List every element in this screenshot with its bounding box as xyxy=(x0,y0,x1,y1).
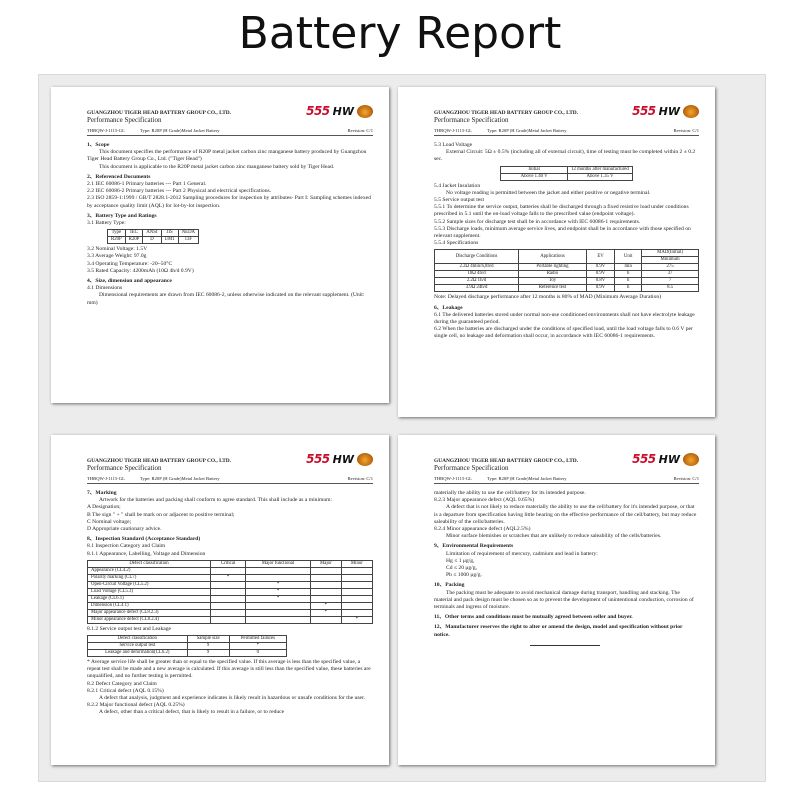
paragraph: A defect, other than a critical defect, that is likely to result in a failure, or to reduce xyxy=(99,709,285,716)
table-cell: Service output test xyxy=(88,643,188,650)
table-cell xyxy=(310,581,341,588)
table-cell: Dimension (CL4.1) xyxy=(88,602,211,609)
end-rule xyxy=(530,645,600,646)
paragraph: External Circuit: 5Ω ± 0.5% (including all of external circuit), time of testing must be completed within 2 ± 0.2 sec. xyxy=(434,149,696,163)
table-cell: NEDA xyxy=(178,230,198,237)
table-cell: 9 xyxy=(187,650,229,657)
spec-page-1 xyxy=(51,87,389,403)
table-cell xyxy=(211,567,246,574)
table-cell: Minimum xyxy=(642,257,699,264)
table-cell xyxy=(211,602,246,609)
logo-hw: HW xyxy=(658,452,680,466)
table-header-row xyxy=(88,560,373,567)
table-cell xyxy=(341,609,372,616)
table-cell: h xyxy=(615,285,642,292)
table-cell: * xyxy=(310,602,341,609)
table-cell xyxy=(211,609,246,616)
table-cell: Radio xyxy=(519,271,587,278)
paragraph: A defect that analysis, judgment and experience indicates is likely result in hazardous or unsafe conditions for the user. xyxy=(99,695,365,702)
spec-title: Performance Specification xyxy=(434,116,509,124)
table-cell: 2.2Ω 1h/d xyxy=(435,278,519,285)
table-note: * Average service life shall be greater than or equal to the specified value. If this average is less than the specified value, a repeat test shall be made and a new average is calculated. If this average is still less than the specified value, these batteries are unqualified, and no further testing is permitted. xyxy=(87,659,371,680)
table-cell xyxy=(310,595,341,602)
table-cell xyxy=(211,616,246,623)
logo-hw: HW xyxy=(332,104,354,118)
table-cell: 3.9Ω 24h/d xyxy=(435,285,519,292)
table-cell xyxy=(211,588,246,595)
table-cell: Initial xyxy=(501,166,568,173)
paragraph: Limitation of requirement of mercury, cadmium and lead in battery: xyxy=(446,550,598,557)
table-cell: * xyxy=(246,588,311,595)
table-row xyxy=(88,588,373,595)
paragraph: 5.5.3 Discharge loads, minimum average service lives, and endpoint shall be in accordance with those specified on relevant supplement. xyxy=(434,225,691,240)
table-cell: 0 xyxy=(229,650,287,657)
table-cell xyxy=(246,616,311,623)
table-cell: MAD(Initial) xyxy=(642,250,699,257)
doc-type: Type: R20P (H Grade)Metal Jacket Battery xyxy=(487,476,567,481)
doc-revision: Revision: C/1 xyxy=(673,128,699,133)
doc-number: THBQW-J-1115-GL xyxy=(87,476,125,481)
list-item: 8.2.1 Critical defect (AQL 0.15%) xyxy=(87,687,164,694)
paragraph: materially the ability to use the cell/battery for its intended purpose. xyxy=(434,490,586,496)
table-row xyxy=(88,595,373,602)
doc-type: Type: R20P (H Grade)Metal Jacket Battery xyxy=(487,128,567,133)
list-item: 8.2 Defect Category and Claim xyxy=(87,680,157,687)
list-item: A Designation; xyxy=(87,504,121,511)
table-cell: Defect classification xyxy=(88,636,188,643)
table-row xyxy=(88,643,287,650)
list-item: 3.2 Nominal Voltage: 1.5V xyxy=(87,246,148,253)
logo-555: 555 xyxy=(632,451,656,466)
table-cell: Major functional xyxy=(246,560,311,567)
list-item: Pb ≤ 1000 μg/g. xyxy=(446,572,482,579)
brand-logos xyxy=(306,105,373,118)
list-item: C Nominal voltage; xyxy=(87,518,132,525)
list-item: 2.2 IEC 60086-2 Primary batteries --- Part 2 Physical and electrical specifications. xyxy=(87,188,272,195)
table-cell xyxy=(211,581,246,588)
discharge-spec-table xyxy=(434,249,699,292)
section-heading: 5.4 Jacket Insulation xyxy=(434,182,481,189)
list-item: 8.1.1 Appearance, Labelling, Voltage and Dimension xyxy=(87,550,206,557)
table-cell: 0.9V xyxy=(586,271,614,278)
paragraph: This document is applicable to the R20P metal jacket carbon zinc manganese battery sold by Tiger Head. xyxy=(99,163,335,170)
page-header xyxy=(434,449,699,484)
table-row xyxy=(435,271,699,278)
list-item: Cd ≤ 20 μg/g, xyxy=(446,565,477,572)
table-cell: * xyxy=(229,643,287,650)
brand-logos xyxy=(632,453,699,466)
service-output-table xyxy=(87,635,287,657)
tiger-head-icon xyxy=(683,453,699,466)
table-cell: h xyxy=(615,271,642,278)
company-name: GUANGZHOU TIGER HEAD BATTERY GROUP CO., LTD. xyxy=(87,458,232,464)
table-row xyxy=(88,581,373,588)
logo-555: 555 xyxy=(632,103,656,118)
table-cell: EV xyxy=(586,250,614,264)
table-cell xyxy=(341,581,372,588)
section-heading: 4、Size, dimension and appearance xyxy=(87,278,172,285)
section-heading: 5.5 Service output test xyxy=(434,197,485,204)
table-cell: Defect classification xyxy=(88,560,211,567)
table-cell: Appearance (CL4.2) xyxy=(88,567,211,574)
section-heading: 1、Scope xyxy=(87,142,110,148)
table-cell: 13F xyxy=(178,237,198,244)
doc-number: THBQW-J-1115-GL xyxy=(434,476,472,481)
doc-number: THBQW-J-1115-GL xyxy=(87,128,125,133)
brand-logos xyxy=(306,453,373,466)
table-cell: Load Voltage (CL5.3) xyxy=(88,588,211,595)
table-cell xyxy=(341,588,372,595)
tiger-head-icon xyxy=(357,105,373,118)
company-name: GUANGZHOU TIGER HEAD BATTERY GROUP CO., LTD. xyxy=(87,110,232,116)
page-header xyxy=(87,449,373,484)
table-row xyxy=(88,609,373,616)
table-cell: Above 1.40 V xyxy=(501,173,568,180)
tiger-head-icon xyxy=(683,105,699,118)
paragraph: Dimensional requirements are drawn from IEC 60086-2, unless otherwise indicated on the relevant supplement. (Unit: mm) xyxy=(87,292,365,306)
paragraph: 6.1 The delivered batteries stored under normal non-use conditioned environments shall not have electrolyte leakage during the guaranteed period. xyxy=(434,311,695,326)
list-item: 8.2.3 Major appearance defect (AQL 0.65%) xyxy=(434,497,535,504)
table-cell: min xyxy=(615,264,642,271)
table-cell: 0.8V xyxy=(586,278,614,285)
table-cell: 7 xyxy=(642,278,699,285)
table-cell: ANSI xyxy=(143,230,161,237)
table-cell xyxy=(246,574,311,581)
doc-meta xyxy=(434,127,699,134)
table-cell: Type xyxy=(108,230,126,237)
table-cell: * xyxy=(211,574,246,581)
battery-type-table xyxy=(107,229,199,244)
table-row xyxy=(435,264,699,271)
table-cell: 275 xyxy=(642,264,699,271)
page-header xyxy=(87,101,373,136)
table-cell: Above 1.35 V xyxy=(568,173,633,180)
table-cell: Unit xyxy=(615,250,642,264)
list-item: D Appropriate cautionary advice. xyxy=(87,526,162,533)
doc-meta xyxy=(87,475,373,482)
list-item: 2.1 IEC 60086-1 Primary batteries --- Part 1 General. xyxy=(87,181,207,188)
table-cell: 37 xyxy=(642,271,699,278)
spec-title: Performance Specification xyxy=(87,464,162,472)
table-cell: Applications xyxy=(519,250,587,264)
table-cell: 0.9V xyxy=(586,264,614,271)
table-cell: R20P xyxy=(125,237,143,244)
table-cell xyxy=(341,574,372,581)
doc-meta xyxy=(87,127,373,134)
table-cell xyxy=(310,567,341,574)
table-cell: Major xyxy=(310,560,341,567)
table-cell: Leakage and deformation(CL6.2) xyxy=(88,650,188,657)
table-cell: 9 xyxy=(187,643,229,650)
table-cell: * xyxy=(341,616,372,623)
table-cell xyxy=(310,616,341,623)
table-cell: 12 months after manufactured xyxy=(568,166,633,173)
logo-555: 555 xyxy=(306,451,330,466)
tiger-head-icon xyxy=(357,453,373,466)
table-cell: Critical xyxy=(211,560,246,567)
list-item: B The sign " + " shall be mark on or adjacent to positive terminal; xyxy=(87,511,235,518)
table-cell: * xyxy=(246,595,311,602)
table-cell xyxy=(246,567,311,574)
table-cell: Minor xyxy=(341,560,372,567)
doc-revision: Revision: C/1 xyxy=(347,128,373,133)
paragraph: 6.2 When the batteries are discharged under the conditions of specified load, until the load voltage falls to 0.6 V per single cell, no leakage and deformation shall occur, in accordance with IEC 60086-1 requirements. xyxy=(434,326,693,340)
company-name: GUANGZHOU TIGER HEAD BATTERY GROUP CO., LTD. xyxy=(434,110,579,116)
table-header-row xyxy=(88,636,287,643)
table-cell xyxy=(341,595,372,602)
table-cell xyxy=(341,602,372,609)
table-cell: Minor appearance defect (CL8.2.4) xyxy=(88,616,211,623)
doc-revision: Revision: C/1 xyxy=(673,476,699,481)
table-cell xyxy=(310,588,341,595)
spec-title: Performance Specification xyxy=(87,116,162,124)
table-cell: JIS xyxy=(161,230,178,237)
company-name: GUANGZHOU TIGER HEAD BATTERY GROUP CO., LTD. xyxy=(434,458,579,464)
table-cell: Discharge Conditions xyxy=(435,250,519,264)
table-cell: Major appearance defect (CL8.2.3) xyxy=(88,609,211,616)
section-heading: 12、Manufacturer reserves the right to alter or amend the design, model and specification without prior notice. xyxy=(434,624,683,638)
list-item: 3.5 Rated Capacity: 4200mAh (10Ω 4h/d 0.9V) xyxy=(87,267,194,274)
list-item: 3.4 Operating Temperature: -20~50°C xyxy=(87,260,173,267)
table-row xyxy=(435,285,699,292)
paragraph: The packing must be adequate to avoid mechanical damage during transport, handling and stacking. The material and pack design must be chosen so as to prevent the development of unintentional conduction, corrosion of terminals and ingress of moisture. xyxy=(434,589,694,611)
report-title: Battery Report xyxy=(238,8,562,59)
table-cell xyxy=(310,574,341,581)
brand-logos xyxy=(632,105,699,118)
table-cell: Permitted failures xyxy=(229,636,287,643)
table-cell xyxy=(341,567,372,574)
table-cell: Reference test xyxy=(519,285,587,292)
table-note: Note: Delayed discharge performance after 12 months is 80% of MAD (Minimum Average Duration) xyxy=(434,294,662,301)
paragraph: This document specifies the performance of R20P metal jacket carbon zinc manganese battery produced by Guangzhou Tiger Head Battery Group Co., Ltd. ("Tiger Head") xyxy=(87,149,367,163)
section-heading: 3、Battery Type and Ratings xyxy=(87,212,157,219)
page-header xyxy=(434,101,699,136)
section-heading: 2、Referenced Documents xyxy=(87,173,151,180)
table-cell xyxy=(211,595,246,602)
table-cell: 2.2Ω 4min/h,8h/d xyxy=(435,264,519,271)
table-cell: * xyxy=(310,609,341,616)
table-row xyxy=(435,278,699,285)
doc-meta xyxy=(434,475,699,482)
table-cell xyxy=(246,609,311,616)
section-heading: 8、Inspection Standard (Acceptance Standard) xyxy=(87,536,201,543)
table-cell: R20P xyxy=(108,237,126,244)
table-cell: Open-Circuit Voltage (CL5.2) xyxy=(88,581,211,588)
list-item: 8.2.2 Major functional defect (AQL 0.25%) xyxy=(87,702,185,709)
load-voltage-table xyxy=(500,166,633,181)
table-row xyxy=(88,567,373,574)
table-row xyxy=(88,602,373,609)
list-item: 8.1 Inspection Category and Claim xyxy=(87,543,166,550)
logo-hw: HW xyxy=(332,452,354,466)
paragraph: No voltage reading is permitted between the jacket and either positive or negative terminal. xyxy=(446,189,651,196)
list-item: 2.3 ISO 2859-1:1999 / GB/T 2828.1-2012 Sampling procedures for inspection by attributes- Part I: Sampling schemes indexed by acceptance quality limit (AQL) for lot-by-lot inspection. xyxy=(87,195,371,209)
list-item: 3.3 Average Weight: 97.0g xyxy=(87,253,147,260)
paragraph: 5.5.2 Sample sizes for discharge test shall be in accordance with IEC 60086-1 requirements. xyxy=(434,218,641,225)
list-item: 8.1.2 Service output test and Leakage xyxy=(87,625,172,632)
paragraph: A defect that is not likely to reduce materially the ability to use the cell/battery for it's intended purpose, or that is a departure from specification having little bearing on the effective performance of the cell/battery, but may reduce saleability of the cells/batteries. xyxy=(434,504,697,525)
table-row xyxy=(88,616,373,623)
table-cell: Polarity marking (CL7) xyxy=(88,574,211,581)
doc-type: Type: R20P (H Grade)Metal Jacket Battery xyxy=(140,476,220,481)
paragraph: Artwork for the batteries and packing shall conform to agree standard. This shall include as a minimum: xyxy=(99,497,333,504)
table-cell: Portable lighting xyxy=(519,264,587,271)
table-cell: 0.9V xyxy=(586,285,614,292)
spec-page-4 xyxy=(398,435,715,765)
logo-555: 555 xyxy=(306,103,330,118)
spec-title: Performance Specification xyxy=(434,464,509,472)
section-heading: 9、Environmental Requirements xyxy=(434,543,514,550)
table-cell: 10Ω 4h/d xyxy=(435,271,519,278)
table-cell: Toy xyxy=(519,278,587,285)
section-heading: 11、Other terms and conditions must be mutually agreed between seller and buyer. xyxy=(434,614,633,621)
spec-page-3 xyxy=(51,435,389,765)
section-heading: 5.3 Load Voltage xyxy=(434,142,473,148)
section-heading: 10、Packing xyxy=(434,582,465,589)
table-cell: 8.5 xyxy=(642,285,699,292)
doc-number: THBQW-J-1115-GL xyxy=(434,128,472,133)
paragraph: 5.5.4 Specifications xyxy=(434,240,479,247)
list-item: 4.1 Dimensions xyxy=(87,285,123,292)
spec-page-2 xyxy=(398,87,715,417)
table-cell: h xyxy=(615,278,642,285)
table-cell xyxy=(246,602,311,609)
table-cell: UM1 xyxy=(161,237,178,244)
table-row xyxy=(88,574,373,581)
doc-type: Type: R20P (H Grade)Metal Jacket Battery xyxy=(140,128,220,133)
list-item: Hg ≤ 1 μg/g, xyxy=(446,557,475,564)
table-cell: D xyxy=(143,237,161,244)
doc-revision: Revision: C/1 xyxy=(347,476,373,481)
section-heading: 7、Marking xyxy=(87,490,117,496)
table-cell: Sample size xyxy=(187,636,229,643)
list-item: 8.2.4 Minor appearance defect (AQL2.5%) xyxy=(434,526,531,533)
table-cell: * xyxy=(246,581,311,588)
defect-classification-table xyxy=(87,560,373,624)
table-cell: Leakage (CL6.1) xyxy=(88,595,211,602)
logo-hw: HW xyxy=(658,104,680,118)
table-row xyxy=(88,650,287,657)
section-heading: 6、Leakage xyxy=(434,304,463,311)
list-item: 3.1 Battery Type: xyxy=(87,220,126,227)
paragraph: 5.5.1 To determine the service output, batteries shall be discharged through a fixed resistive load under conditions prescribed in 5.1 until the on-load voltage falls to the prescribed value (endpoint voltage). xyxy=(434,204,689,218)
paragraph: Minor surface blemishes or scratches that are unlikely to reduce saleability of the cells/batteries. xyxy=(446,533,662,540)
table-cell: IEC xyxy=(125,230,143,237)
